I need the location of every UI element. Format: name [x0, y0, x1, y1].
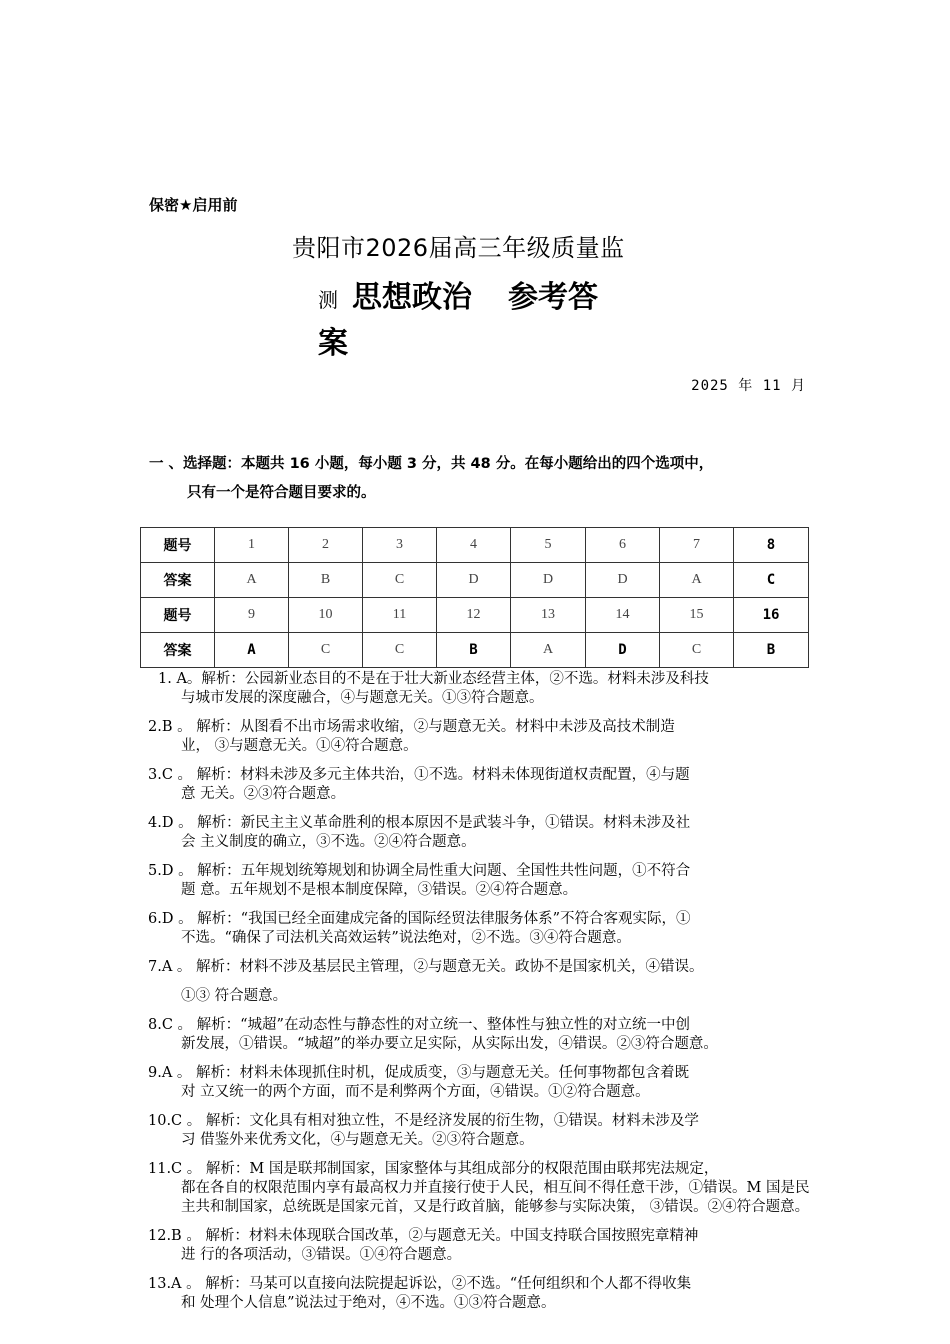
- table-cell: 5: [511, 528, 586, 563]
- table-cell: 1: [215, 528, 289, 563]
- table-cell: B: [734, 633, 809, 668]
- list-item: [148, 766, 818, 804]
- section-heading-line2: 只有一个是符合题目要求的。: [187, 485, 376, 501]
- table-cell: B: [289, 563, 363, 598]
- explanation-continuation: 对 立又统一的两个方面，而不是利弊两个方面，④错误。①②符合题意。: [181, 1084, 650, 1100]
- explanation-first-line: 13.A 。 解析：马某可以直接向法院提起诉讼，②不选。“任何组织和个人都不得收集: [148, 1276, 692, 1292]
- section-heading: [149, 450, 819, 508]
- table-cell: D: [437, 563, 511, 598]
- explanation-continuation: 与城市发展的深度融合，④与题意无关。①③符合题意。: [181, 690, 544, 706]
- explanation-first-line: 11.C 。 解析：M 国是联邦制国家，国家整体与其组成部分的权限范围由联邦宪法规定，: [148, 1161, 719, 1177]
- table-row: [141, 633, 809, 668]
- table-cell: 11: [363, 598, 437, 633]
- explanation-first-line: 10.C 。 解析：文化具有相对独立性，不是经济发展的衍生物，①错误。材料未涉及学: [148, 1113, 699, 1129]
- table-cell: 2: [289, 528, 363, 563]
- table-cell: D: [511, 563, 586, 598]
- table-cell: B: [437, 633, 511, 668]
- confidential-label: 保密★启用前: [149, 196, 238, 214]
- table-row: [141, 598, 809, 633]
- table-cell: 9: [215, 598, 289, 633]
- list-item: [148, 1112, 818, 1150]
- table-cell: 15: [660, 598, 734, 633]
- list-item: [148, 910, 818, 948]
- explanation-first-line: 8.C 。 解析：“城超”在动态性与静态性的对立统一、整体性与独立性的对立统一中创: [148, 1017, 690, 1033]
- table-cell: 6: [586, 528, 660, 563]
- subject-title: 思想政治: [352, 280, 472, 315]
- explanation-first-line: 2.B 。 解析：从图看不出市场需求收缩，②与题意无关。材料中未涉及高技术制造: [148, 719, 675, 735]
- table-cell: 16: [734, 598, 809, 633]
- explanation-continuation: 进 行的各项活动，③错误。①④符合题意。: [181, 1247, 462, 1263]
- table-row: [141, 528, 809, 563]
- explanation-first-line: 1. A。解析：公园新业态目的不是在于壮大新业态经营主体，②不选。材料未涉及科技: [158, 671, 709, 687]
- list-item: [148, 958, 818, 1006]
- table-cell: C: [734, 563, 809, 598]
- table-cell: C: [363, 633, 437, 668]
- list-item: [148, 1160, 818, 1217]
- table-cell: 12: [437, 598, 511, 633]
- explanation-continuation: 都在各自的权限范围内享有最高权力并直接行使于人民，相互间不得任意干涉，①错误。M 国是民主共和制国家，总统既是国家元首，又是行政首脑，能够参与实际决策， ③错误。②④符合题意。: [181, 1180, 810, 1215]
- row-label: 答案: [141, 563, 215, 598]
- explanation-continuation: 业， ③与题意无关。①④符合题意。: [181, 738, 418, 754]
- explanation-continuation: 意 无关。②③符合题意。: [181, 786, 346, 802]
- list-item: [148, 1227, 818, 1265]
- table-cell: 10: [289, 598, 363, 633]
- row-label: 答案: [141, 633, 215, 668]
- explanation-first-line: 6.D 。 解析：“我国已经全面建成完备的国际经贸法律服务体系”不符合客观实际，①: [148, 911, 691, 927]
- row-label: 题号: [141, 528, 215, 563]
- explanation-continuation: 和 处理个人信息”说法过于绝对，④不选。①③符合题意。: [181, 1295, 556, 1311]
- table-cell: A: [215, 563, 289, 598]
- table-cell: 3: [363, 528, 437, 563]
- table-cell: A: [660, 563, 734, 598]
- explanation-continuation: 习 借鉴外来优秀文化，④与题意无关。②③符合题意。: [181, 1132, 534, 1148]
- table-cell: D: [586, 563, 660, 598]
- answer-title: 参考答: [508, 280, 598, 315]
- table-cell: C: [660, 633, 734, 668]
- list-item: [148, 718, 818, 756]
- table-cell: A: [215, 633, 289, 668]
- row-label: 题号: [141, 598, 215, 633]
- explanation-first-line: 9.A 。 解析：材料未体现抓住时机，促成质变，③与题意无关。任何事物都包含着既: [148, 1065, 690, 1081]
- table-cell: 8: [734, 528, 809, 563]
- list-item: [148, 814, 818, 852]
- list-item: [148, 862, 818, 900]
- doc-title-line2: [318, 272, 598, 316]
- explanation-continuation: 会 主义制度的确立，③不选。②④符合题意。: [181, 834, 476, 850]
- list-item: [148, 1275, 818, 1313]
- explanation-first-line: 7.A 。 解析：材料不涉及基层民主管理，②与题意无关。政协不是国家机关，④错误。: [148, 959, 704, 975]
- table-cell: 4: [437, 528, 511, 563]
- explanation-first-line: 12.B 。 解析：材料未体现联合国改革，②与题意无关。中国支持联合国按照宪章精神: [148, 1228, 699, 1244]
- answer-table: [140, 527, 809, 668]
- explanation-list: [148, 670, 818, 1323]
- doc-title-line3: 案: [318, 326, 348, 361]
- explanation-first-line: 4.D 。 解析：新民主主义革命胜利的根本原因不是武装斗争，①错误。材料未涉及社: [148, 815, 691, 831]
- explanation-continuation: 新发展，①错误。“城超”的举办要立足实际，从实际出发，④错误。②③符合题意。: [181, 1036, 718, 1052]
- list-item: [148, 670, 818, 708]
- table-cell: C: [363, 563, 437, 598]
- list-item: [148, 1016, 818, 1054]
- section-heading-line1: 一 、选择题：本题共 16 小题，每小题 3 分，共 48 分。在每小题给出的四个选项中，: [149, 456, 714, 472]
- list-item: [148, 1064, 818, 1102]
- explanation-continuation: 不选。“确保了司法机关高效运转”说法绝对，②不选。③④符合题意。: [181, 930, 631, 946]
- table-cell: 13: [511, 598, 586, 633]
- table-cell: C: [289, 633, 363, 668]
- explanation-first-line: 5.D 。 解析：五年规划统筹规划和协调全局性重大问题、全国性共性问题，①不符合: [148, 863, 691, 879]
- title-fragment: 测: [318, 288, 338, 312]
- table-cell: 14: [586, 598, 660, 633]
- table-row: [141, 563, 809, 598]
- doc-title-line1: 贵阳市2026届高三年级质量监: [292, 234, 625, 262]
- explanation-continuation: ①③ 符合题意。: [181, 988, 288, 1004]
- table-cell: 7: [660, 528, 734, 563]
- explanation-first-line: 3.C 。 解析：材料未涉及多元主体共治，①不选。材料未体现街道权责配置，④与题: [148, 767, 690, 783]
- table-cell: A: [511, 633, 586, 668]
- doc-date: 2025 年 11 月: [691, 378, 806, 394]
- table-cell: D: [586, 633, 660, 668]
- explanation-continuation: 题 意。五年规划不是根本制度保障，③错误。②④符合题意。: [181, 882, 578, 898]
